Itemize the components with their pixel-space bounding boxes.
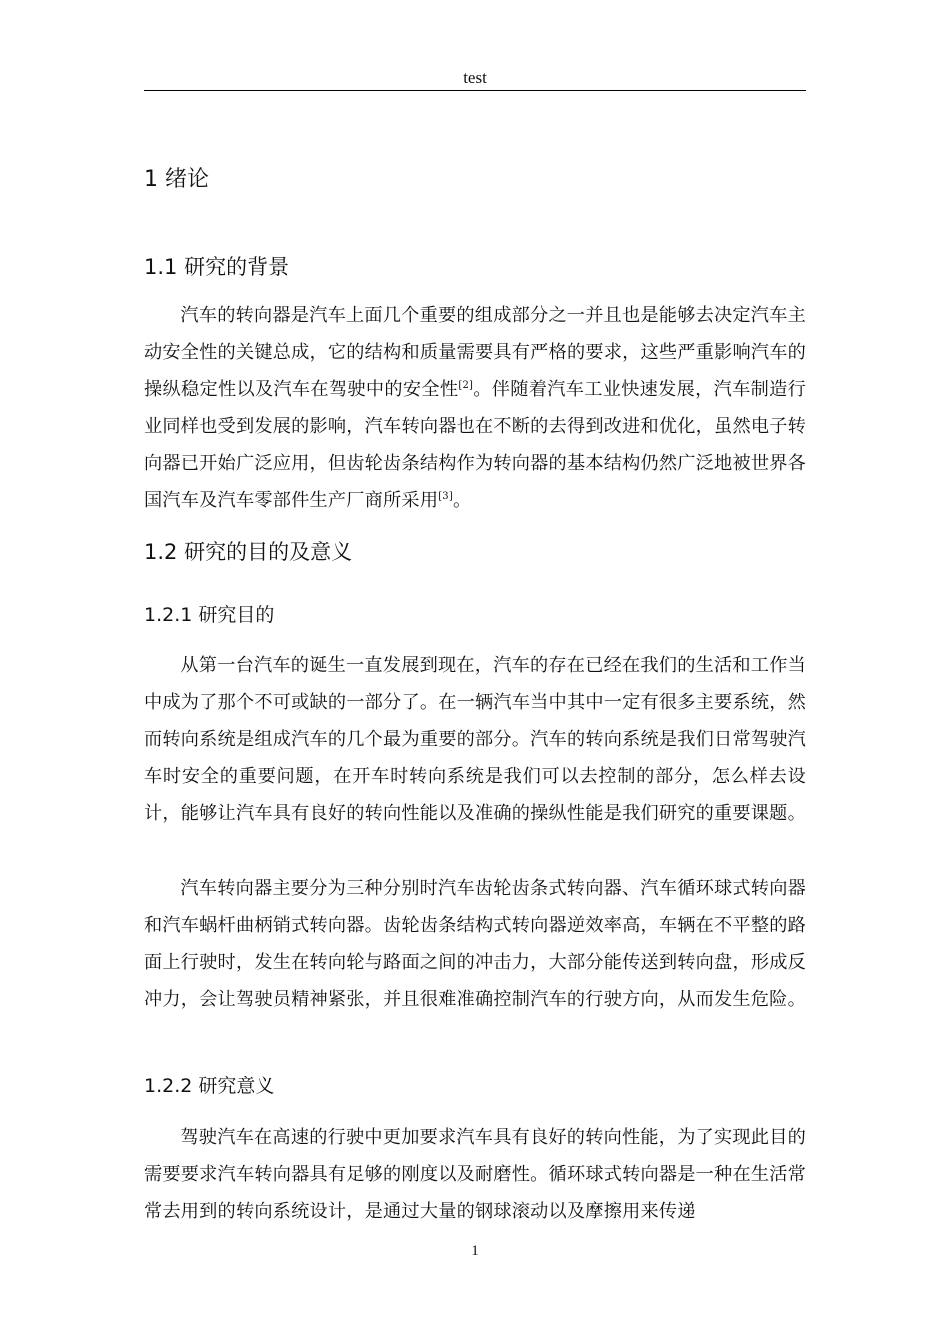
citation-ref: [3] [438,490,453,502]
paragraph-text: 。伴随着汽车工业快速发展，汽车制造行业同样也受到发展的影响，汽车转向器也在不断的去得到改进和优化，虽然电子转向器已开始广泛应用，但齿轮齿条结构作为转向器的基本结构仍然广泛地被世界各国汽车及汽车零部件生产厂商所采用 [144,379,806,511]
paragraph-text: 汽车的转向器是汽车上面几个重要的组成部分之一并且也是能够去决定汽车主动安全性的关键总成，它的结构和质量需要具有严格的要求，这些严重影响汽车的操纵稳定性以及汽车在驾驶中的安全性 [144,305,806,400]
section-1-2-2-paragraph: 驾驶汽车在高速的行驶中更加要求汽车具有良好的转向性能，为了实现此目的需要要求汽车转向器具有足够的刚度以及耐磨性。循环球式转向器是一种在生活常常去用到的转向系统设计，是通过大量的钢球滚动以及摩擦用来传递 [144,1127,806,1222]
chapter-title: 1 绪论 [144,167,209,192]
section-heading-1-1: 1.1 研究的背景 [144,255,290,279]
section-1-2-1-paragraph-2: 汽车转向器主要分为三种分别时汽车齿轮齿条式转向器、汽车循环球式转向器和汽车蜗杆曲柄销式转向器。齿轮齿条结构式转向器逆效率高，车辆在不平整的路面上行驶时，发生在转向轮与路面之间的冲击力，大部分能传送到转向盘，形成反冲力，会让驾驶员精神紧张，并且很难准确控制汽车的行驶方向，从而发生危险。 [144,878,806,1010]
section-heading-1-2-1: 1.2.1 研究目的 [144,604,275,626]
citation-ref: [2] [458,379,474,391]
section-1-2-1-paragraph-1: 从第一台汽车的诞生一直发展到现在，汽车的存在已经在我们的生活和工作当中成为了那个不可或缺的一部分了。在一辆汽车当中其中一定有很多主要系统，然而转向系统是组成汽车的几个最为重要的部分。汽车的转向系统是我们日常驾驶汽车时安全的重要问题，在开车时转向系统是我们可以去控制的部分，怎么样去设计，能够让汽车具有良好的转向性能以及准确的操纵性能是我们研究的重要课题。 [144,655,806,824]
section-heading-1-2: 1.2 研究的目的及意义 [144,540,353,564]
paragraph-text: 。 [452,490,472,511]
section-1-1-paragraph [144,297,806,519]
section-heading-1-2-2: 1.2.2 研究意义 [144,1075,275,1097]
page-header: test [463,68,487,87]
header-rule [144,90,806,91]
page-number: 1 [471,1243,479,1259]
